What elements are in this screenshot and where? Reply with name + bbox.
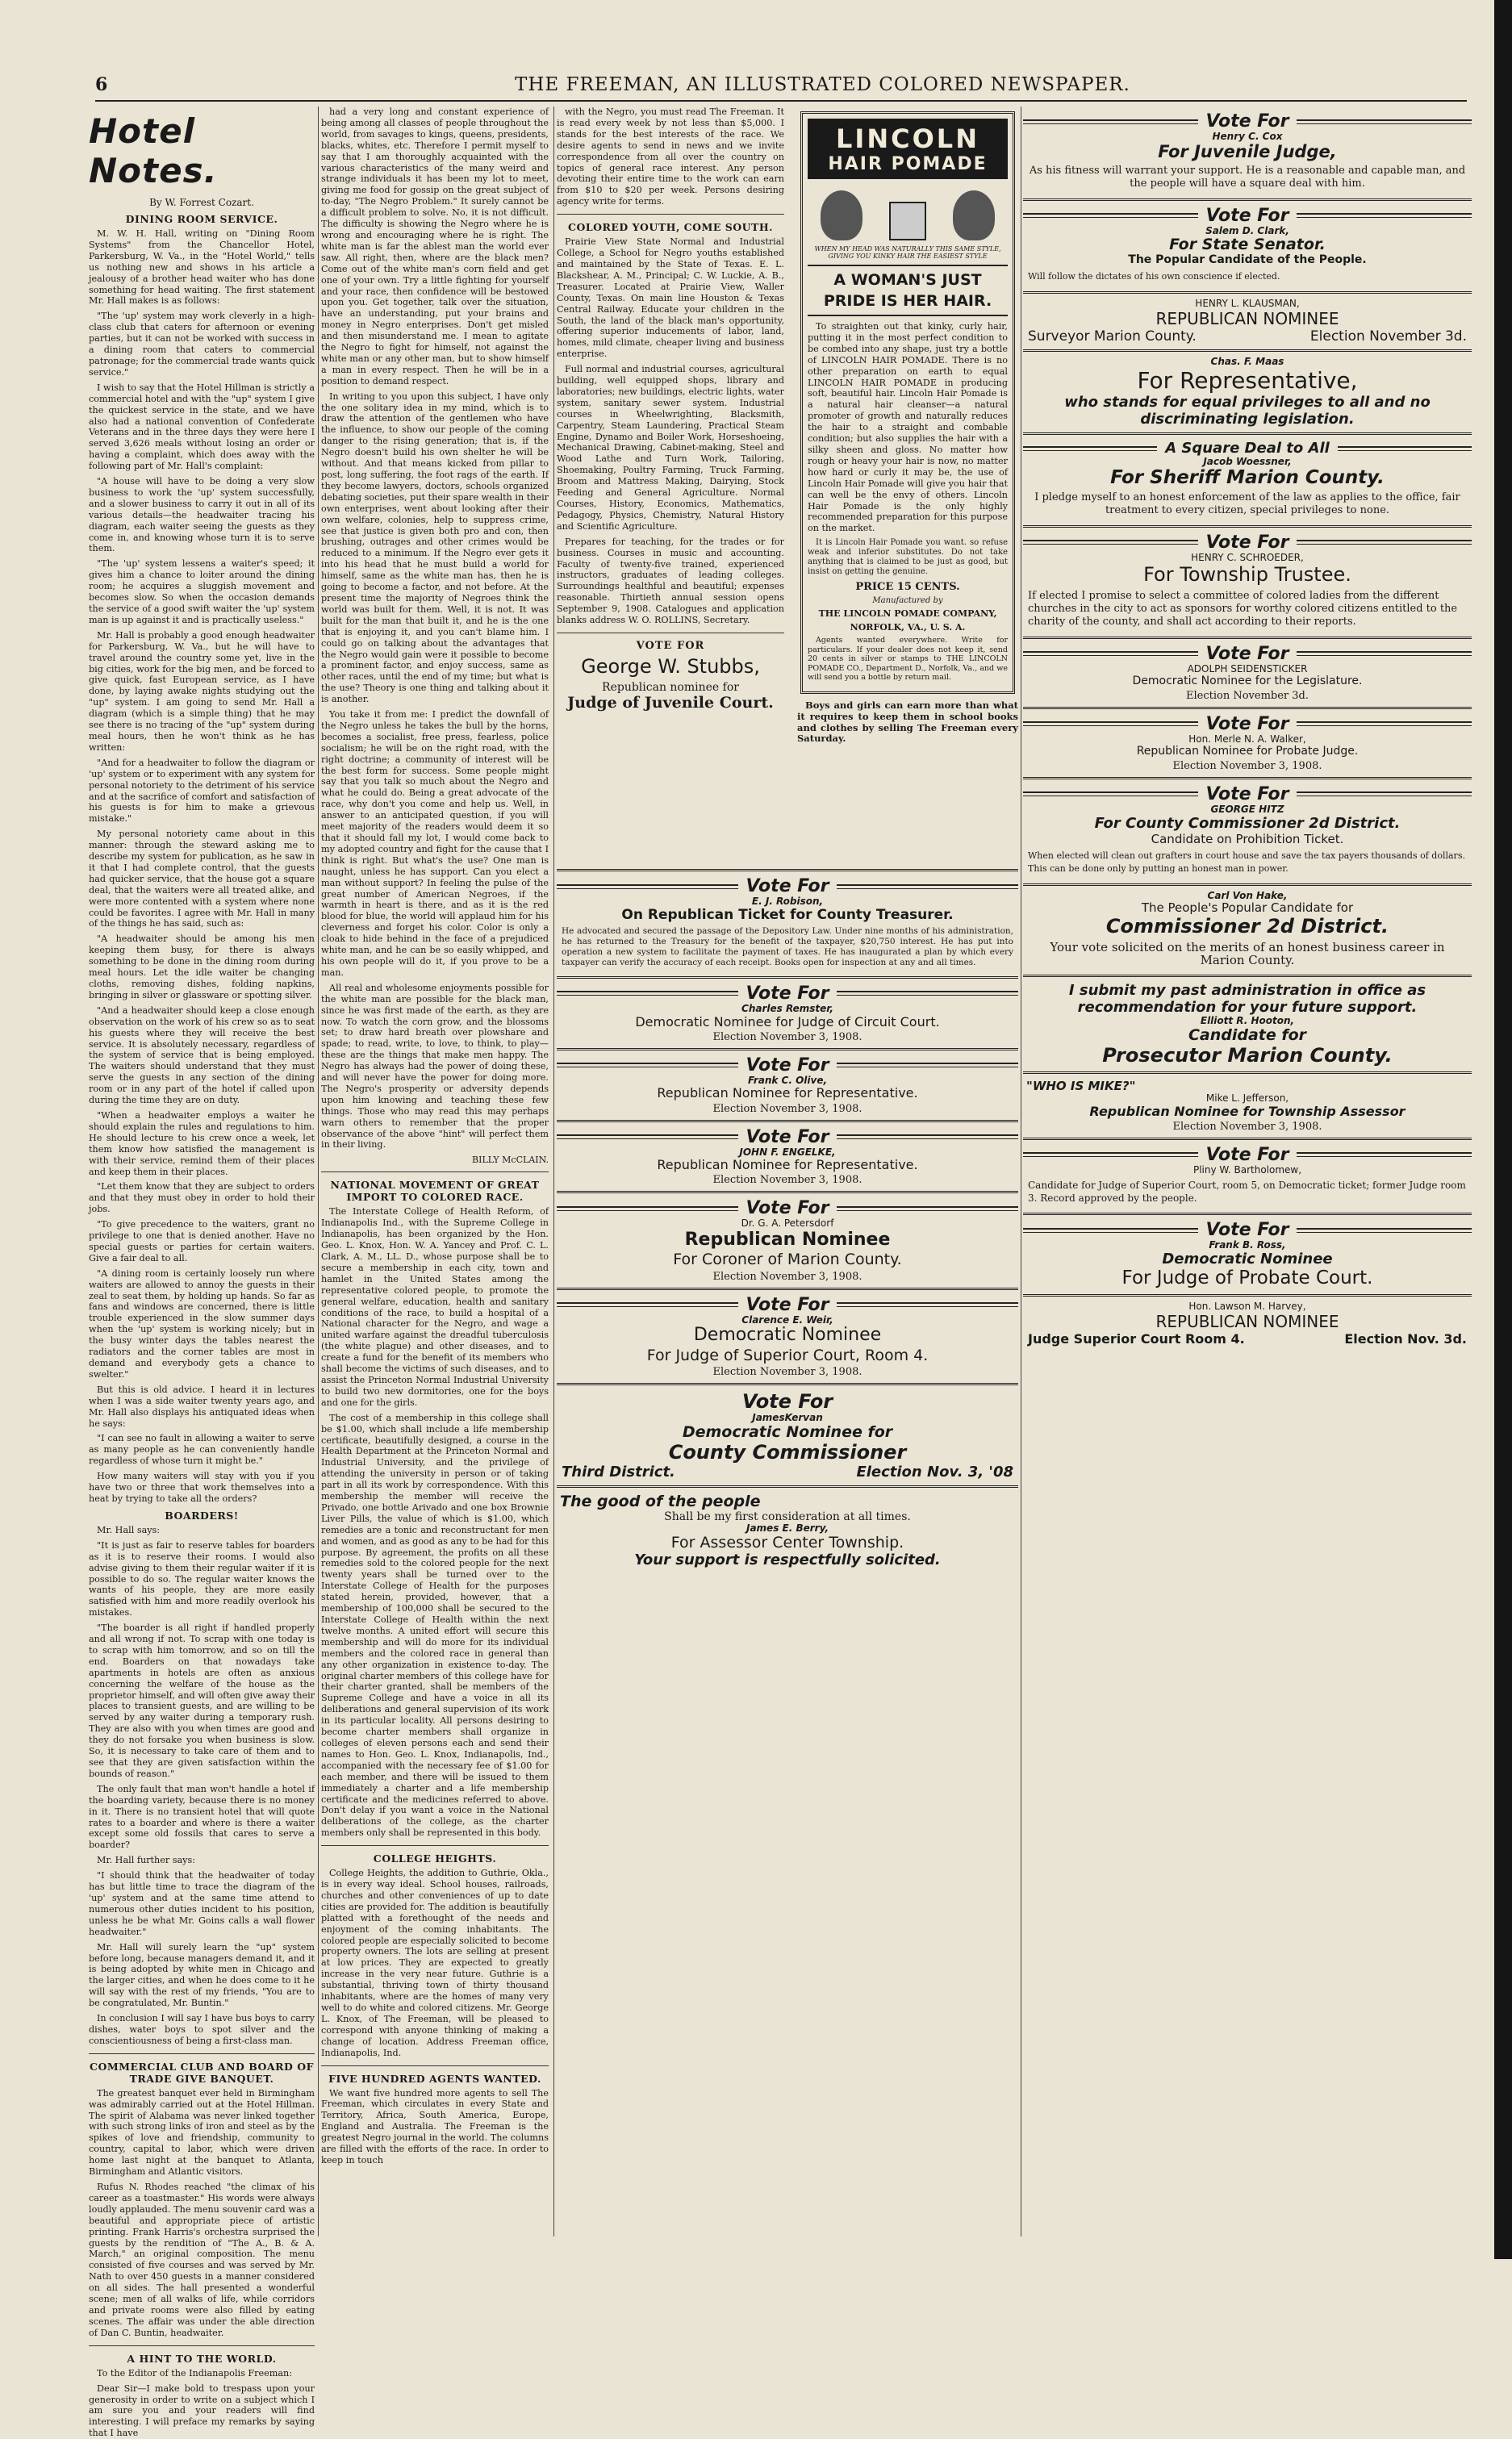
ad-name: George W. Stubbs, <box>581 654 760 678</box>
masthead: THE FREEMAN, AN ILLUSTRATED COLORED NEWSPAPER. <box>515 74 1130 95</box>
ad-election: Election November 3, 1908. <box>1172 759 1322 772</box>
paragraph: The only fault that man won't handle a hotel if the boarding variety, because there is no money in it. There is no transient hotel that will quote rates to a boarder and where is there a waiter except some old fossils that cares to serve a boarder? <box>89 1783 315 1851</box>
ad-vote-line: A Square Deal to All <box>1023 440 1472 457</box>
paragraph: "I should think that the headwaiter of today has but little time to trace the diagram of the 'up' system and at the same time attend to numerous other duties incident to his position, unless he be what Mr. Goins calls a wall flower headwaiter." <box>89 1870 315 1937</box>
ad-office: On Republican Ticket for County Treasurer. <box>621 906 954 923</box>
ad-office: who stands for equal privileges to all and no discriminating legislation. <box>1064 394 1431 428</box>
byline: By W. Forrest Cozart. <box>149 197 254 208</box>
ad-name: Dr. G. A. Petersdorf <box>741 1217 834 1230</box>
scan-edge <box>1494 0 1512 2259</box>
ad-body: He advocated and secured the passage of the Depository Law. Under nine months of his administration, he has returned to the Treasury for the benefit of the taxpayer, $20,750 interest. He has put into operation a new system to facilitate the payment of taxes. He has inaugurated a plan by which every taxpayer can verify the accuracy of each receipt. Books open for inspection at any and all times. <box>562 925 1013 967</box>
ad-vote-line: Vote For <box>1023 111 1472 132</box>
ad-body: Your vote solicited on the merits of an honest business career in Marion County. <box>1050 940 1445 968</box>
ad-right: Election November 3d. <box>1309 328 1467 345</box>
ad-vote-line: Vote For <box>557 876 1018 896</box>
ad-woessner <box>1023 435 1472 528</box>
lincoln-caption: WHEN MY HEAD WAS NATURALLY THIS SAME STYLE, GIVING YOU KINKY HAIR THE EASIEST STYLE <box>814 245 1001 260</box>
column-hotel-notes <box>89 106 315 2439</box>
ad-vote-line: Vote For <box>557 1295 1018 1315</box>
subhead-boarders: BOARDERS! <box>165 1509 239 1522</box>
paragraph: To the Editor of the Indianapolis Freeman: <box>97 2367 292 2378</box>
ad-body: As his fitness will warrant your support. He is a reasonable and capable man, and the people will have a square deal with him. <box>1029 164 1466 190</box>
paragraph: "When a headwaiter employs a waiter he should explain the rules and regulations to him. He should lecture to his crew once a week, let them know how satisfied the management is with their service, remind them of their places and keep them in their places. <box>89 1109 315 1177</box>
ad-name: Chas. F. Maas <box>1210 356 1284 368</box>
ad-office: Democratic Nominee <box>1162 1250 1333 1268</box>
ad-office: Democratic Nominee for <box>682 1423 893 1442</box>
lincoln-headline: A WOMAN'S JUST PRIDE IS HER HAIR. <box>808 265 1008 316</box>
ad-body: If elected I promise to select a committee of colored ladies from the different churches in the city to act as sponsors for worthy colored citizens entitled to the charity of the county, and shall act according to their reports. <box>1028 589 1458 628</box>
ad-ross <box>1023 1215 1472 1297</box>
subhead-banquet: COMMERCIAL CLUB AND BOARD OF TRADE GIVE BANQUET. <box>90 2060 314 2085</box>
subhead-agents-wanted: FIVE HUNDRED AGENTS WANTED. <box>328 2072 541 2085</box>
ad-left: Surveyor Marion County. <box>1028 328 1197 345</box>
pomade-jar-icon <box>889 202 926 240</box>
ad-berry <box>557 1488 1018 1573</box>
ad-kervan <box>557 1385 1018 1488</box>
ad-klausman <box>1023 294 1472 352</box>
paragraph: Prepares for teaching, for the trades or for business. Courses in music and accounting. Faculty of twenty-five trained, experienced instructors, graduates of leading colleges. Surroundings healthful and beautiful; expenses reasonable. Thirtieth annual session opens September 9, 1908. Catalogues and application blanks address W. O. ROLLINS, Secretary. <box>557 536 784 626</box>
ad-body: I pledge myself to an honest enforcement of the law as applies to the office, fair treatment to every citizen, special privileges to none. <box>1034 491 1460 516</box>
ad-office: Democratic Nominee <box>693 1325 882 1346</box>
ad-vote-line: VOTE FOR <box>636 639 705 652</box>
ad-left: Judge Superior Court Room 4. <box>1028 1331 1245 1347</box>
lincoln-company: THE LINCOLN POMADE COMPANY, <box>818 608 997 620</box>
paragraph: Full normal and industrial courses, agricultural building, well equipped shops, library and laboratories; new buildings, electric lights, water system, sanitary sewer system. Industrial courses in Wheelwrighting, Blacksmith, Carpentry, Steam Laundering, Practical Steam Engine, Dynamo and Boiler Work, Horseshoeing, Mechanical Drawing, Cabinet-making, Steel and Wood Lathe and Turn Work, Tailoring, Shoemaking, Poultry Farming, Truck Farming, Broom and Mattress Making, Dairying, Stock Feeding and General Agriculture. Normal Courses, History, Economics, Mathematics, Pedagogy, Physics, Chemistry, Natural History and Scientific Agriculture. <box>557 364 784 532</box>
paragraph: Mr. Hall will surely learn the "up" system before long, because managers demand it, and it is being adopted by white men in Chicago and the larger cities, and when he does come to it he will say with the rest of my friends, "You are to be congratulated, Mr. Buntin." <box>89 1941 315 2009</box>
ad-jefferson <box>1023 1074 1472 1140</box>
ad-line: Judge of Juvenile Court. <box>567 693 774 712</box>
paragraph: Mr. Hall is probably a good enough headwaiter for Parkersburg, W. Va., but he will have to travel around the country some yet, live in the big cities, work for the big men, and be forced to give quick, fast European service, as I have done, by laying awake nights studying out the "up" system. I am going to send Mr. Hall a diagram (which is a simple thing) that he may see there is no tracing of the "up" system during meal hours, then he won't think as he has written: <box>89 629 315 753</box>
ad-name: James E. Berry, <box>746 1522 829 1535</box>
ad-top-line: I submit my past administration in office as recommendation for your future support. <box>1068 982 1426 1017</box>
ad-name: JamesKervan <box>752 1412 823 1424</box>
ad-vote-line: Vote For <box>557 1055 1018 1075</box>
ad-robison <box>557 869 1018 979</box>
ad-name: Henry C. Cox <box>1212 131 1283 142</box>
paragraph: But this is old advice. I heard it in lectures when I was a side waiter twenty years ago, and Mr. Hall also displays his antiquated ideas when he says: <box>89 1384 315 1429</box>
ad-election: Election November 3, 1908. <box>712 1174 863 1187</box>
ad-district: Third District. <box>562 1464 675 1481</box>
paragraph: The Interstate College of Health Reform, of Indianapolis Ind., with the Supreme College in Indianapolis, has been organized by the Hon. Geo. L. Knox, Hon. W. A. Yancey and Prof. C. L. Clark, A. M., LL. D., whose purpose shall be to secure a membership in each city, town and hamlet in the United States among the representative colored people, to promote the general welfare, education, health and sanitary conditions of the race, to build a hospital of a National character for the Negro, and wage a united warfare against the dreadful tuberculosis (the white plague) and other diseases, and to create a fund for the benefit of its members who shall become the victims of such diseases, and to assist the Princeton Normal Industrial University to build two new dormitories, one for the boys and one for the girls. <box>321 1206 549 1408</box>
column-rule <box>553 106 554 2236</box>
paragraph: How many waiters will stay with you if you have two or three that work themselves into a heat by trying to take all the orders? <box>89 1471 315 1504</box>
paragraph: "And a headwaiter should keep a close enough observation on the work of his crew so as to seat his guests where they will receive the best service. It is absolutely necessary, regardless of the system of service that is being employed. The waiters should understand that they must serve the guests in any section of the dining room or in any part of the hotel if called upon during the time they are on duty. <box>89 1004 315 1106</box>
ad-office: Republican Nominee for Representative. <box>657 1157 918 1173</box>
subhead-dining-room: DINING ROOM SERVICE. <box>125 213 278 225</box>
divider <box>89 2053 315 2054</box>
column-two <box>321 106 549 2245</box>
ad-office: For Juvenile Judge, <box>1158 141 1337 161</box>
ad-election: Election November 3, 1908. <box>712 1102 863 1115</box>
ad-name: Clarence E. Weir, <box>741 1313 833 1326</box>
ad-vote-line: Vote For <box>1023 644 1472 664</box>
ad-right: Election Nov. 3d. <box>1344 1331 1467 1347</box>
ad-election: Election November 3d. <box>1186 689 1309 702</box>
ad-office: For Judge of Probate Court. <box>1121 1267 1373 1288</box>
ad-office: Democratic Nominee for the Legislature. <box>1132 674 1363 688</box>
ad-office: County Commissioner <box>668 1441 907 1464</box>
paragraph: "The boarder is all right if handled properly and all wrong if not. To scrap with one today is to scrap with him tomorrow, and so on till the end. Boarders on that nowadays take apartments in hotels are often as anxious concerning the welfare of the house as the proprietor himself, and will often give away their places to transient guests, and are willing to be served by any waiter during a temporary rush. They are also with you when times are good and they do not forsake you when business is slow. So, it is necessary to take care of them and to see that they are given satisfaction within the bounds of reason." <box>89 1623 315 1779</box>
ad-name: Frank B. Ross, <box>1209 1239 1286 1251</box>
paragraph: M. W. H. Hall, writing on "Dining Room Systems" from the Chancellor Hotel, Parkersburg, W. Va., in the "Hotel World," tells us nothing new and shows in his article a jealousy of a brother head waiter who has done something for head waiting. The first statement Mr. Hall makes is as follows: <box>89 228 315 307</box>
ad-vote-line: Vote For <box>741 1390 833 1414</box>
ad-vote-line: Vote For <box>1023 714 1472 734</box>
ad-office: Republican Nominee for Probate Judge. <box>1136 745 1359 758</box>
ad-vote-line: Vote For <box>557 984 1018 1004</box>
paragraph: My personal notoriety came about in this manner: through the steward asking me to describe my system for publication, as he saw in it that I had complete control, that the guests had quicker service, that the house got a square deal, that the waiters were all treated alike, and were more contented with a system where none could be favorites. I agree with Mr. Hall in many of the things he has said, such as: <box>89 829 315 929</box>
divider <box>321 1171 549 1172</box>
paragraph: The cost of a membership in this college shall be $1.00, which shall include a life membership certificate, beautifully designed, a course in the Health Department at the Princeton Normal and Industrial University, and the privilege of attending the university in person or of taking part in all its work by correspondence. With this membership the member will receive the Privado, one bottle Arivado and one box Brownie Liver Pills, the value of which is $1.00, which remedies are a tonic and reconstructant for men and women, and as good as any to be had for this purpose. By agreement, the profits on all these remedies sold to the colored people for the next twenty years shall be turned over to the Interstate College of Health for the purposes stated herein, provided, however, that a membership of 100,000 shall be secured to the Interstate College of Health within the next twelve months. A united effort will secure this membership and will do more for its individual members and the colored race in general than any other organization in existence to-day. The original charter members of this college have for their charter granted, shall be members of the Supreme College and have a voice in all its deliberations and general supervision of its work in its particular locality. All persons desiring to become charter members shall organize in colleges of eleven persons each and send their names to Hon. Geo. L. Knox, Indianapolis, Ind., accompanied with the necessary fee of $1.00 for each member, and there will be issued to them immediately a charter and a life membership certificate and the medicines referred to above. Don't delay if you want a voice in the National deliberations of the college, as the charter members only shall be represented in this body. <box>321 1412 549 1839</box>
paragraph: "Let them know that they are subject to orders and that they must obey in order to hold their jobs. <box>89 1181 315 1215</box>
ad-name: Elliott R. Hooton, <box>1200 1015 1295 1027</box>
lincoln-city: NORFOLK, VA., U. S. A. <box>850 622 966 633</box>
ad-office: Republican Nominee <box>684 1229 891 1250</box>
ad-election: Election Nov. 3, '08 <box>856 1464 1013 1481</box>
ad-petersdorf <box>557 1193 1018 1289</box>
subhead-national-movement: NATIONAL MOVEMENT OF GREAT IMPORT TO COLORED RACE. <box>330 1179 540 1204</box>
paragraph: Rufus N. Rhodes reached "the climax of his career as a toastmaster." His words were always loudly applauded. The menu souvenir card was a beautiful and appropriate piece of artistic printing. Frank Harris's orchestra surprised the guests by the rendition of "The A., B. & A. March," an original composition. The menu consisted of five courses and was served by Mr. Nath to over 450 guests in a manner considered on all sides. The hall presented a wonderful scene; men of all walks of life, while corridors and private rooms were also filled by eating scenes. The affair was under the able direction of Dan C. Buntin, headwaiter. <box>89 2182 315 2338</box>
divider <box>321 1845 549 1846</box>
ad-office: The People's Popular Candidate for <box>1141 900 1354 916</box>
ad-cox <box>1023 106 1472 201</box>
ad-maas <box>1023 352 1472 435</box>
ad-name: HENRY L. KLAUSMAN, <box>1195 297 1300 309</box>
paragraph: We want five hundred more agents to sell The Freeman, which circulates in every State and Territory, Africa, South America, Europe, England and Australia. The Freeman is the greatest Negro journal in the world. The columns are filled with the efforts of the race. In order to keep in touch <box>321 2087 549 2165</box>
column-three-right <box>797 106 1018 865</box>
ad-harvey <box>1023 1297 1472 1351</box>
subhead-hint: A HINT TO THE WORLD. <box>127 2352 277 2365</box>
woman-portrait-icon <box>953 190 995 240</box>
ad-vote-line: Vote For <box>1023 206 1472 226</box>
paragraph: "The 'up' system may work cleverly in a high-class club that caters for afternoon or evening parties, but it can not be worked with success in a dining room that caters to commercial patronage; for the commercial trade wants quick service." <box>89 311 315 378</box>
ad-office: For Sheriff Marion County. <box>1110 466 1385 488</box>
lincoln-subtitle: HAIR POMADE <box>828 154 988 174</box>
ad-name: Frank C. Olive, <box>747 1074 828 1086</box>
paragraph: Boys and girls can earn more than what it requires to keep them in school books and clothes by selling The Freeman every Saturday. <box>797 699 1018 745</box>
column-three <box>557 106 1018 2245</box>
paragraph: I wish to say that the Hotel Hillman is strictly a commercial hotel and with the "up" system I give the quickest service in the state, and we have also had a national convention of Confederate Veterans and in the three days they were here I served 3,626 meals without losing an order or having a complaint, which does away with the following part of Mr. Hall's complaint: <box>89 382 315 472</box>
paragraph: with the Negro, you must read The Freeman. It is read every week by not less than $5,000. I stands for the best interests of the race. We desire agents to send in news and we invite correspondence from all over the country on topics of general race interest. Any person devoting their entire time to the work can earn from $10 to $20 per week. Persons desiring agency write for terms. <box>557 106 784 207</box>
ad-office: Democratic Nominee for Judge of Circuit Court. <box>635 1013 940 1029</box>
paragraph: Mr. Hall further says: <box>97 1855 195 1866</box>
ad-office: Candidate on Prohibition Ticket. <box>1151 831 1344 846</box>
ad-election: Election November 3, 1908. <box>712 1270 863 1283</box>
ad-office: For State Senator. <box>1169 236 1326 254</box>
ad-schroeder <box>1023 528 1472 639</box>
ad-office: For Representative, <box>1137 366 1358 394</box>
ad-election: Election November 3, 1908. <box>712 1030 863 1043</box>
page-number: 6 <box>95 74 108 95</box>
ad-office: Prosecutor Marion County. <box>1102 1043 1393 1067</box>
paragraph: "A headwaiter should be among his men keeping them busy, for there is always something to be done in the dining room during meal hours. Let the idle waiter be changing cloths, removing dishes, folding napkins, bringing in silver or glassware or spotting silver. <box>89 933 315 1000</box>
paragraph: Mr. Hall says: <box>97 1524 161 1535</box>
column-rule <box>318 106 319 2236</box>
lincoln-pomade-ad <box>800 111 1015 694</box>
ad-office: Candidate for <box>1188 1025 1307 1044</box>
ad-office: For Assessor Center Township. <box>670 1533 904 1552</box>
ad-seidensticker <box>1023 639 1472 709</box>
ad-office: Commissioner 2d District. <box>1105 915 1389 938</box>
ad-name: GEORGE HITZ <box>1210 803 1284 815</box>
paragraph: You take it from me: I predict the downfall of the Negro unless he takes the bull by the horns, becomes a socialist, free press, fearless, police socialism; he will be on the right road, with the right doctrine; a community of interest will be the best form for success. Some people might say that you talk so much about the Negro and what he could do. Being a great advocate of the race, why don't you come and help us. Well, in answer to an anticipated question, if you will meet majority of the readers would deem it so that it should fall my lot, I would come back to my adopted country and fight for the cause that I think is right. But what's the use? One man is naught, unless he has support. Can you elect a man without support? In feeling the pulse of the great number of American Negroes, if the warmth in heart is there, and as it is the red blood for blue, the world will applaud him for his cleverness and forget his color. Color is only a cloak to hide behind in the face of a prejudiced white man, and he can be so easily whipped, and his own people will do it, if you prove to be a man. <box>321 709 549 978</box>
ad-footer <box>557 1464 1018 1481</box>
divider <box>321 2065 549 2066</box>
ad-von-hake <box>1023 886 1472 978</box>
paragraph: In writing to you upon this subject, I have only the one solitary idea in my mind, which is to draw the attention of the gentlemen who have the influence, to show our people of the coming danger to the rising generation; that is, if the Negro doesn't build his own shelter he will be without. And that means kicked from pillar to post, long suffering, the foot rags of the earth. If they become lawyers, doctors, schools organized debating societies, put their spare wealth in their own enterprises, went about looking after their own welfare, colonies, help to suppress crime, see that justice is given both pro and con, then brushing, outrages and other crimes would be reduced to a minimum. If the Negro ever gets it into his head that he must build a world for himself, same as the white man has, then he is going to become a factor, and not before. At the present time the majority of Negroes think the world was built for them. Well, it is not. It was built for the man that built it, and he is the one that is enjoying it, and you can't blame him. I could go on talking about the advantages that the Negro would gain were it possible to become a prominent factor, and enjoy success, same as other races, until the end of my time; but what is the use? Theory is one thing and talking about it is another. <box>321 390 549 705</box>
ad-vote-line: Vote For <box>1023 784 1472 804</box>
lincoln-mfd: Manufactured by <box>872 596 943 606</box>
divider <box>89 2345 315 2346</box>
ad-body: Will follow the dictates of his own conscience if elected. <box>1028 270 1280 282</box>
paragraph: College Heights, the addition to Guthrie, Okla., is in every way ideal. School houses, railroads, churches and other conveniences of up to date cities are provided for. The addition is beautifully platted with a forethought of the needs and enjoyment of the coming inhabitants. The colored people are especially solicited to become property owners. The lots are selling at present at low prices. They are expected to greatly increase in the very near future. Guthrie is a substantial, thriving town of thirty thousand inhabitants, where are the homes of many very well to do white and colored citizens. Mr. George L. Knox, of The Freeman, will be pleased to correspond with anyone thinking of making a change of location. Address Freeman office, Indianapolis, Ind. <box>321 1868 549 2058</box>
woman-portrait-icon <box>821 190 863 240</box>
ad-office: For Judge of Superior Court, Room 4. <box>646 1346 929 1364</box>
paragraph: It is Lincoln Hair Pomade you want. so refuse weak and inferior substitutes. Do not take anything that is claimed to be just as good, but insist on getting the genuine. <box>808 538 1008 577</box>
paragraph: Agents wanted everywhere. Write for particulars. If your dealer does not keep it, send 20 cents in silver or stamps to THE LINCOLN POMADE CO., Department D., Norfolk, Va., and we will send you a bottle by return mail. <box>808 636 1008 683</box>
paragraph: "To give precedence to the waiters, grant no privilege to one that is denied another. Have no special guests or parties for certain waiters. Give a fair deal to all. <box>89 1219 315 1263</box>
column-three-top <box>557 106 1018 865</box>
ad-top-line: The good of the people <box>560 1493 761 1511</box>
ad-stubbs <box>557 640 784 712</box>
page-header <box>95 74 1467 102</box>
ad-vote-line: Vote For <box>557 1127 1018 1147</box>
lincoln-banner <box>808 119 1008 179</box>
ad-engelke <box>557 1122 1018 1194</box>
subhead-colored-youth: COLORED YOUTH, COME SOUTH. <box>568 221 773 234</box>
paragraph: "A dining room is certainly loosely run where waiters are allowed to annoy the guests in their zeal to seat them, by holding up hands. So far as fans and windows are concerned, there is little trouble experienced in the slow summer days when the 'up' system is working nicely; but in the busy winter days the tables nearest the radiators and the corner tables are most in demand and everybody gets a chance to swelter." <box>89 1268 315 1380</box>
ad-name: Carl Von Hake, <box>1207 889 1288 901</box>
paragraph: "I can see no fault in allowing a waiter to serve as many people as he can conveniently handle regardless of whose turn it might be." <box>89 1433 315 1467</box>
paragraph: had a very long and constant experience of being among all classes of people throughout the world, from savages to kings, queens, presidents, blacks, whites, etc. Therefore I permit myself to say that I am thoroughly acquainted with the various characteristics of the many weird and strange individuals it has been my lot to meet, giving me food for gossip on the great subject of to-day, "The Negro Problem." It surely cannot be a difficult problem to solve. No, it is not difficult. The difficulty is showing the Negro where he is wrong and encouraging where he is right. The white man is far the ablest man the world ever saw. All right, then, where are the black men? Come out of the white man's corn field and get one of your own. Try a little fighting for yourself and your race, then confidence will be bestowed upon you. Get together, talk over the situation, have an understanding, put your brains and money in Negro enterprises. Don't get misled and then misunderstand me. I mean to agitate the Negro to fight for himself, not against the white man or any other man, but to show himself a man in every respect. Then he will be in a position to demand respect. <box>321 106 549 386</box>
ad-vote-line: Vote For <box>1023 1220 1472 1240</box>
ad-name: JOHN F. ENGELKE, <box>739 1146 836 1158</box>
column-three-ads <box>557 869 1018 1573</box>
signature: BILLY McCLAIN. <box>472 1155 549 1166</box>
ad-name: Mike L. Jefferson, <box>1205 1092 1289 1104</box>
ad-office: The Popular Candidate of the People. <box>1128 253 1367 267</box>
ad-olive <box>557 1050 1018 1122</box>
ad-walker <box>1023 709 1472 779</box>
ad-bottom-line: Your support is respectfully solicited. <box>634 1552 941 1569</box>
ad-office: For County Commissioner 2d District. <box>1094 814 1401 832</box>
ad-vote-line: Vote For <box>557 1198 1018 1218</box>
ad-weir <box>557 1290 1018 1386</box>
ad-footer <box>1023 1331 1472 1347</box>
ad-office: For Township Trustee. <box>1143 563 1351 587</box>
column-four-ads <box>1023 106 1472 2245</box>
ad-name: Hon. Lawson M. Harvey, <box>1188 1301 1306 1313</box>
ad-office: For Coroner of Marion County. <box>673 1250 902 1268</box>
divider <box>557 214 784 215</box>
ad-top-line: Shall be my first consideration at all times. <box>664 1510 911 1524</box>
ad-hooton <box>1023 977 1472 1074</box>
ad-name: ADOLPH SEIDENSTICKER <box>1187 662 1308 674</box>
ad-vote-line: Vote For <box>1023 532 1472 553</box>
lincoln-illustration <box>808 184 1008 240</box>
ad-remster <box>557 979 1018 1050</box>
paragraph: "And for a headwaiter to follow the diagram or 'up' system or to experiment with any system for personal notoriety to the detriment of his service and at the sacrifice of comfort and satisfaction of his guests is for him to make a grievous mistake." <box>89 757 315 825</box>
paragraph: All real and wholesome enjoyments possible for the white man are possible for the black man, since he was first made of the earth, as they are now. To watch the corn grow, and the blossoms set; to draw hard breath over plowshare and spade; to read, write, to love, to think, to play—these are the things that make men happy. The Negro has always had the power of doing these, and will never have the power for doing more. The Negro's prosperity or adversity depends upon him knowing and teaching these few things. Those who may read this may perhaps warn others to remember that the proper observance of the above "hint" will perfect them in their living. <box>321 982 549 1151</box>
paragraph: "A house will have to be doing a very slow business to work the 'up' system successfully, and a slower business to carry it out in all of its various details—the headwaiter tracing his diagram, each waiter seeing the guests as they come in, and knowing whose turn it is to serve them. <box>89 476 315 554</box>
lincoln-title: LINCOLN <box>836 123 979 154</box>
ad-top-line: "WHO IS MIKE?" <box>1026 1078 1136 1093</box>
column-three-left <box>557 106 784 865</box>
ad-office: REPUBLICAN NOMINEE <box>1155 1312 1339 1332</box>
ad-hitz <box>1023 779 1472 886</box>
ad-name: Hon. Merle N. A. Walker, <box>1188 733 1306 745</box>
paragraph: Dear Sir—I make bold to trespass upon your generosity in order to write on a subject which I am sure you and your readers will find interesting. I will preface my remarks by saying that I have <box>89 2383 315 2439</box>
ad-line: Republican nominee for <box>602 680 739 694</box>
ad-body: When elected will clean out grafters in court house and save the tax payers thousands of dollars. This can be done only by putting an honest man in power. <box>1028 850 1465 874</box>
ad-name: Charles Remster, <box>741 1002 833 1014</box>
paragraph: The greatest banquet ever held in Birmingham was admirably carried out at the Hotel Hillman. The spirit of Alabama was never linked together with such strong links of iron and steel as by the spikes of love and friendship, community to country, capital to labor, which were driven home last night at the banquet to Atlanta, Birmingham and Atlantic visitors. <box>89 2087 315 2178</box>
ad-name: Pliny W. Bartholomew, <box>1192 1163 1302 1176</box>
hotel-notes-title: Hotel Notes. <box>89 111 218 190</box>
ad-election: Election November 3, 1908. <box>712 1366 863 1379</box>
paragraph: To straighten out that kinky, curly hair, putting it in the most perfect condition to be combed into any shape, just try a bottle of LINCOLN HAIR POMADE. There is no other preparation on earth to equal LINCOLN HAIR POMADE in producing soft, beautiful hair. Lincoln Hair Pomade is a natural hair cleanser—a natural promoter of growth and naturally reduces the hair to a straight and combable condition; but also supplies the hair with a silky sheen and gloss. No matter how rough or heavy your hair is now, no matter how hard or curly it may be, the use of Lincoln Hair Pomade will give you hair that can well be the envy of others. Lincoln Hair Pomade is the only highly recommended preparation for this purpose on the market. <box>808 321 1008 534</box>
ad-name: Jacob Woessner, <box>1203 456 1292 468</box>
paragraph: "It is just as fair to reserve tables for boarders as it is to reserve their rooms. I would also advise giving to them their regular waiter if it is possible to do so. The regular waiter knows the wants of his people, they are more easily satisfied with him and more readily overlook his mistakes. <box>89 1539 315 1618</box>
ad-office: Republican Nominee for Representative. <box>657 1085 918 1101</box>
ad-office: REPUBLICAN NOMINEE <box>1155 309 1339 329</box>
ad-vote-line: Vote For <box>1023 1145 1472 1165</box>
lincoln-price: PRICE 15 CENTS. <box>855 581 960 594</box>
article-body <box>89 228 315 1505</box>
ad-bartholomew <box>1023 1140 1472 1215</box>
subhead-college-heights: COLLEGE HEIGHTS. <box>373 1852 497 1865</box>
ad-clark <box>1023 201 1472 294</box>
ad-name: Salem D. Clark, <box>1205 224 1289 236</box>
ad-body: Candidate for Judge of Superior Court, room 5, on Democratic ticket; former Judge room 3. Record approved by the people. <box>1028 1180 1466 1205</box>
paragraph: "The 'up' system lessens a waiter's speed; it gives him a chance to loiter around the dining room; he acquires a sluggish movement and becomes slow. So when the occasion demands the service of a good swift waiter the 'up' system man is up against it and is practically useless." <box>89 558 315 625</box>
ad-name: E. J. Robison, <box>751 896 824 907</box>
paragraph: Prairie View State Normal and Industrial College, a School for Negro youths established and maintained by the State of Texas. E. L. Blackshear, A. M., Principal; C. W. Luckie, A. B., Treasurer. Located at Prairie View, Waller County, Texas. On main line Houston & Texas Central Railway. Educate your children in the South, the land of the black man's opportunity, offering superior inducements of labor, land, homes, mild climate, cheaper living and business enterprise. <box>557 236 784 360</box>
ad-office: Republican Nominee for Township Assessor <box>1089 1103 1405 1119</box>
ad-footer <box>1023 328 1472 345</box>
paragraph: In conclusion I will say I have bus boys to carry dishes, water boys to spot silver and the conscientiousness of being a first-class man. <box>89 2013 315 2046</box>
ad-election: Election November 3, 1908. <box>1172 1120 1322 1133</box>
ad-name: HENRY C. SCHROEDER, <box>1191 551 1304 563</box>
